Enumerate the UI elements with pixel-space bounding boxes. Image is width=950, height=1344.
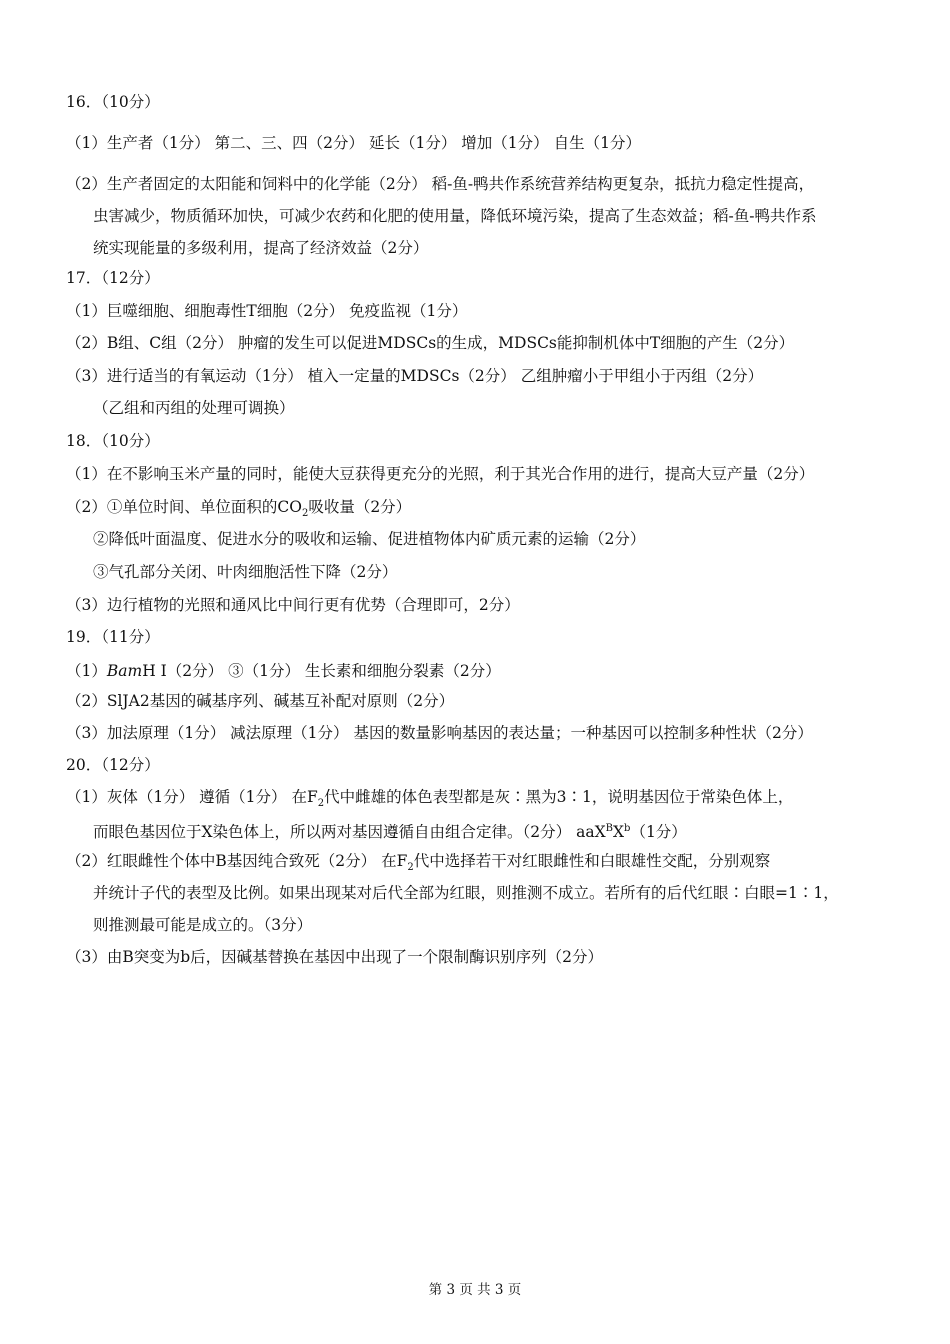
q17-1-a: （1）巨噬细胞、细胞毒性T细胞（2分） (66, 302, 345, 320)
q20-line6: （3）由B突变为b后，因碱基替换在基因中出现了一个限制酶识别序列（2分） (66, 948, 604, 966)
q18-line4: ③气孔部分关闭、叶肉细胞活性下降（2分） (93, 563, 398, 581)
q20-3-sub: 2 (407, 862, 414, 874)
q16-line1 (66, 133, 641, 153)
q19-line3 (66, 723, 813, 743)
q18-line1: （1）在不影响玉米产量的同时，能使大豆获得更充分的光照，利于其光合作用的进行，提高大豆产量（2分） (66, 465, 815, 483)
q18-line5: （3）边行植物的光照和通风比中间行更有优势（合理即可，2分） (66, 596, 520, 614)
q17-3-b: 植入一定量的MDSCs（2分） (307, 367, 516, 385)
q20-2-g1: aaX (576, 823, 606, 842)
q16-header: 16．（10分） (66, 93, 160, 111)
q17-2-a: （2）B组、C组（2分） (66, 334, 233, 352)
q16-1-c: 延长（1分） (368, 134, 457, 152)
q20-header: 20．（12分） (66, 756, 160, 774)
q16-1-e: 自生（1分） (553, 134, 641, 152)
q16-1-d: 增加（1分） (461, 134, 549, 152)
q20-2-s1: B (605, 823, 613, 834)
q19-line2: （2）SlJA2基因的碱基序列、碱基互补配对原则（2分） (66, 692, 455, 710)
q20-line4: 并统计子代的表型及比例。如果出现某对后代全部为红眼，则推测不成立。若所有的后代红眼∶白眼=1∶1， (93, 884, 839, 902)
page-footer: 第 3 页 共 3 页 (428, 1282, 522, 1298)
q20-1-b: 遵循（1分） (199, 788, 287, 806)
q16-2-a: （2）生产者固定的太阳能和饲料中的化学能（2分） (66, 175, 427, 193)
q16-2-b: 稻-鱼-鸭共作系统营养结构更复杂，抵抗力稳定性提高， (431, 175, 815, 193)
q19-1-a: H I（2分） (142, 662, 224, 680)
q20-1-sub: 2 (317, 798, 325, 810)
q20-2-g3: （1分） (630, 823, 687, 842)
q17-2-b: 肿瘤的发生可以促进MDSCs的生成，MDSCs能抑制机体中T细胞的产生（2分） (237, 334, 795, 352)
q18-line3: ②降低叶面温度、促进水分的吸收和运输、促进植物体内矿质元素的运输（2分） (93, 530, 646, 548)
q20-1-c1: 在F (291, 788, 318, 806)
q16-line2 (66, 174, 814, 194)
q17-3-a: （3）进行适当的有氧运动（1分） (66, 367, 303, 385)
q19-3-b: 减法原理（1分） (230, 724, 349, 742)
q19-1-italic: Bam (106, 662, 143, 680)
q17-3-c: 乙组肿瘤小于甲组小于丙组（2分） (520, 367, 764, 385)
q20-line1 (66, 787, 793, 814)
q19-1-c: 生长素和细胞分裂素（2分） (304, 662, 501, 680)
q19-header: 19．（11分） (66, 628, 160, 646)
q20-2-a: 而眼色基因位于X染色体上，所以两对基因遵循自由组合定律。（2分） (93, 823, 572, 842)
q18-header: 18．（10分） (66, 432, 160, 450)
q16-1-a: （1）生产者（1分） (66, 134, 210, 152)
q19-line1 (66, 661, 501, 681)
q16-line4: 统实现能量的多级利用，提高了经济效益（2分） (93, 239, 429, 257)
q20-2-g2: X (612, 823, 625, 842)
q20-line3 (66, 851, 770, 878)
q20-3-b2: 代中选择若干对红眼雌性和白眼雄性交配，分别观察 (413, 852, 771, 870)
q20-3-b1: 在F (381, 852, 408, 870)
q20-1-a: （1）灰体（1分） (66, 788, 195, 806)
q17-line2 (66, 333, 794, 353)
q18-2-b: 吸收量（2分） (308, 498, 412, 516)
q17-line4: （乙组和丙组的处理可调换） (93, 399, 295, 417)
q18-2-sub: 2 (301, 508, 309, 520)
q19-1-pre: （1） (66, 662, 107, 680)
q17-line1 (66, 301, 467, 321)
q18-line2 (66, 497, 411, 524)
q20-line2 (93, 819, 687, 842)
q20-1-c2: 代中雌雄的体色表型都是灰∶黑为3∶1，说明基因位于常染色体上， (324, 788, 794, 806)
q19-3-c: 基因的数量影响基因的表达量；一种基因可以控制多种性状（2分） (353, 724, 813, 742)
q18-2-a: （2）①单位时间、单位面积的CO (66, 498, 302, 516)
q19-1-b: ③（1分） (228, 662, 300, 680)
q17-1-b: 免疫监视（1分） (349, 302, 468, 320)
q16-line3: 虫害减少，物质循环加快，可减少农药和化肥的使用量，降低环境污染，提高了生态效益；稻-鱼-鸭共作系 (93, 207, 817, 225)
q17-header: 17．（12分） (66, 269, 160, 287)
q16-1-b: 第二、三、四（2分） (214, 134, 365, 152)
q20-3-a: （2）红眼雌性个体中B基因纯合致死（2分） (66, 852, 377, 870)
q19-3-a: （3）加法原理（1分） (66, 724, 226, 742)
q17-line3 (66, 366, 763, 386)
q20-line5: 则推测最可能是成立的。（3分） (93, 916, 313, 934)
q20-2-s2: b (624, 823, 631, 834)
